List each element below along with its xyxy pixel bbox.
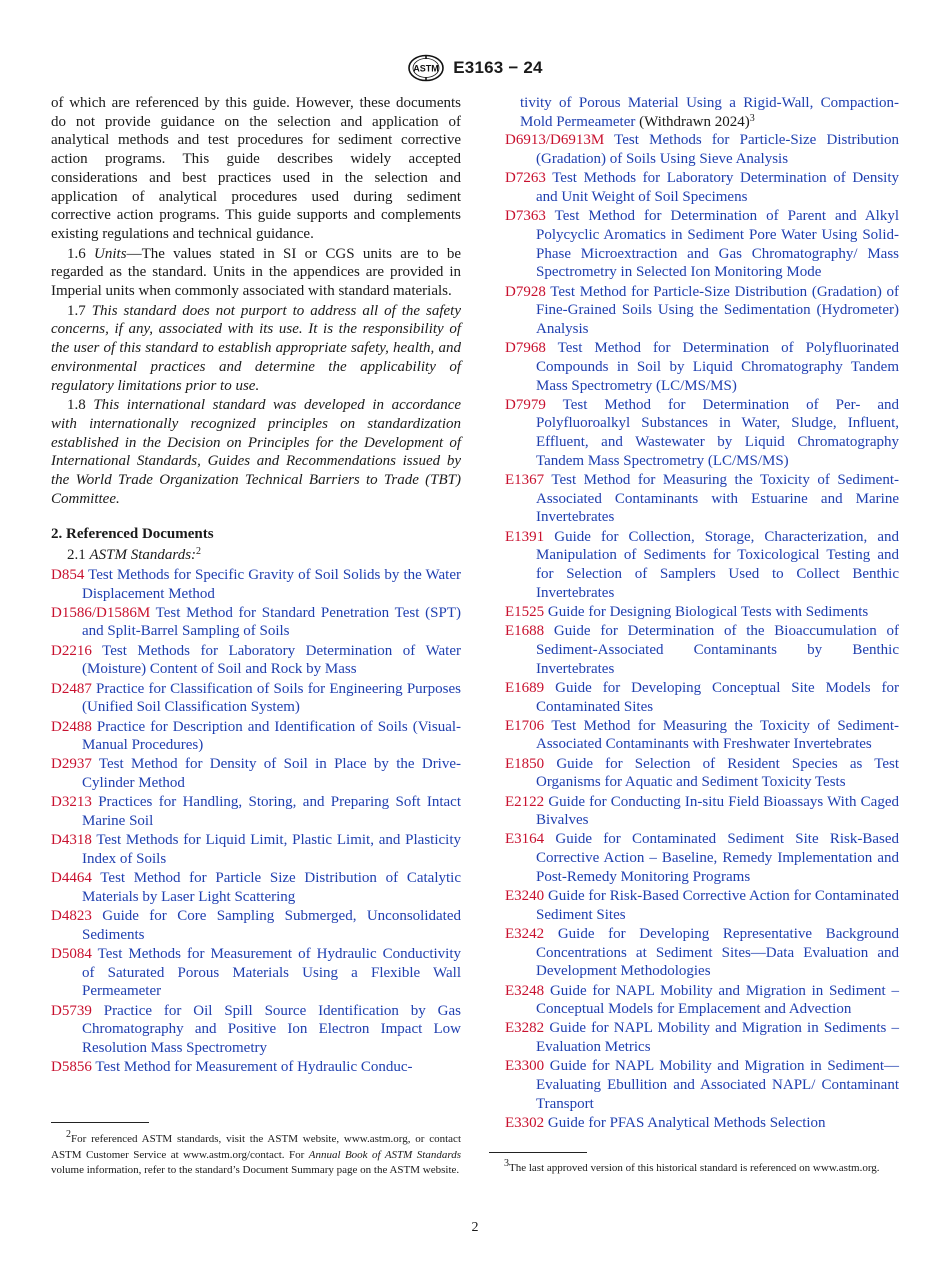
footnote-ref: 3 (749, 112, 755, 124)
reference-title[interactable]: Guide for NAPL Mobility and Migration in Sediments – Evaluation Metrics (536, 1020, 899, 1056)
reference-code[interactable]: E1367 (505, 472, 545, 489)
units-label: Units (94, 245, 127, 262)
reference-item (505, 755, 899, 792)
reference-title[interactable]: Guide for Developing Representative Background Concentrations at Sediment Sites—Data Evaluation and Development Methodologies (536, 925, 900, 980)
reference-item (51, 831, 461, 868)
reference-title[interactable]: Test Methods for Laboratory Determination of Density and Unit Weight of Soil Specimens (536, 170, 900, 206)
reference-code[interactable]: D1586/D1586M (51, 604, 151, 621)
reference-item (505, 679, 899, 716)
reference-code[interactable]: D4823 (51, 908, 92, 925)
reference-item (505, 1019, 899, 1056)
reference-title[interactable]: Guide for Conducting In-situ Field Bioassays With Caged Bivalves (536, 793, 899, 829)
reference-title[interactable]: Practice for Classification of Soils for Engineering Purposes (Unified Soil Classification System) (82, 680, 462, 716)
subsection-label: ASTM Standards: (89, 547, 197, 564)
right-column (505, 94, 899, 1133)
reference-code[interactable]: E3300 (505, 1058, 545, 1075)
reference-item (51, 907, 461, 944)
reference-code[interactable]: E3164 (505, 831, 545, 848)
paragraph-number: 1.8 (67, 397, 86, 414)
reference-code[interactable]: D2937 (51, 756, 92, 773)
reference-title[interactable]: Guide for Risk-Based Corrective Action for Contaminated Sediment Sites (536, 888, 899, 923)
paragraph-1-7 (51, 302, 461, 396)
reference-list (505, 131, 899, 1132)
reference-title[interactable]: Practice for Oil Spill Source Identification by Gas Chromatography and Positive Ion Electron Impact Low Resolution Mass Spectrometry (82, 1002, 462, 1056)
reference-item (51, 1002, 461, 1058)
reference-title[interactable]: Guide for PFAS Analytical Methods Selection (547, 1114, 826, 1131)
reference-item (505, 471, 899, 527)
reference-item (505, 207, 899, 282)
reference-item (51, 680, 461, 717)
reference-code[interactable]: D5084 (51, 945, 92, 962)
footnote-marker: 3 (504, 1158, 509, 1169)
reference-code[interactable]: D5739 (51, 1002, 92, 1019)
reference-item (505, 396, 899, 471)
reference-code[interactable]: E3242 (505, 925, 545, 942)
reference-item (51, 755, 461, 792)
reference-code[interactable]: D3213 (51, 794, 92, 811)
reference-item (505, 1114, 899, 1133)
reference-item (505, 887, 899, 924)
safety-text: This standard does not purport to address all of the safety concerns, if any, associated with its use. It is the responsibility of the user of this standard to establish appropriate safety, health, and environmental practices and determine the applicability of regulatory limitations prior to use. (51, 302, 462, 394)
page-header (0, 53, 950, 83)
reference-title[interactable]: Test Methods for Specific Gravity of Soil Solids by the Water Displacement Method (82, 566, 461, 602)
units-text: —The values stated in SI or CGS units are to be regarded as the standard. Units in the appendices are provided in Imperial units when commonly associated with standard materials. (51, 245, 462, 300)
reference-item (51, 642, 461, 679)
reference-item (505, 925, 899, 981)
reference-title[interactable]: Test Method for Density of Soil in Place by the Drive-Cylinder Method (82, 756, 462, 792)
reference-code[interactable]: D6913/D6913M (505, 132, 605, 149)
reference-code[interactable]: D2488 (51, 718, 92, 735)
reference-item (505, 982, 899, 1019)
reference-title[interactable]: Guide for Core Sampling Submerged, Unconsolidated Sediments (82, 908, 461, 943)
reference-code[interactable]: D7968 (505, 340, 546, 357)
reference-item (505, 603, 899, 622)
reference-code[interactable]: D4318 (51, 832, 92, 849)
reference-item (505, 1057, 899, 1113)
reference-title[interactable]: Test Methods for Measurement of Hydraulic Conductivity of Saturated Porous Materials Using a Flexible Wall Permeameter (82, 945, 461, 1000)
reference-item (505, 622, 899, 678)
reference-code[interactable]: D7928 (505, 283, 546, 300)
footnote-divider (489, 1152, 587, 1153)
reference-item (505, 793, 899, 830)
reference-title[interactable]: Test Method for Measuring the Toxicity of Sediment-Associated Contaminants with Estuarine and Marine Invertebrates (536, 472, 899, 526)
footnote-marker: 2 (66, 1129, 71, 1140)
subsection-heading (67, 546, 461, 565)
reference-code[interactable]: D2487 (51, 680, 92, 697)
footnote-text: For referenced ASTM standards, visit the ASTM website, www.astm.org, or contact ASTM Customer Service at www.astm.org/contact. For (51, 1133, 461, 1161)
footnote-3 (489, 1158, 899, 1177)
reference-code[interactable]: E3240 (505, 888, 545, 905)
paragraph-1-6 (51, 245, 461, 301)
reference-continuation (505, 94, 899, 131)
reference-code[interactable]: D2216 (51, 642, 92, 659)
reference-item (51, 793, 461, 830)
reference-code[interactable]: E1525 (505, 603, 545, 620)
reference-item (51, 718, 461, 755)
footnote-2 (51, 1129, 461, 1179)
reference-code[interactable]: E1689 (505, 679, 545, 696)
reference-title[interactable]: tivity of Porous Material Using a Rigid-Wall, Compaction-Mold Permeameter (520, 95, 899, 130)
reference-code[interactable]: E1706 (505, 717, 545, 734)
footnote-ref: 2 (196, 546, 202, 558)
reference-item (505, 131, 899, 168)
reference-title[interactable]: Test Method for Determination of Polyfluorinated Compounds in Soil by Liquid Chromatography Tandem Mass Spectrometry (LC/MS/MS) (536, 340, 899, 394)
reference-title[interactable]: Test Method for Determination of Per- and Polyfluoroalkyl Substances in Water, Sludge, Influent, Effluent, and Wastewater by Liquid Chromatography Tandem Mass Spectrometry (LC/MS/MS) (536, 396, 899, 469)
reference-title[interactable]: Guide for Designing Biological Tests with Sediments (547, 603, 869, 620)
reference-code[interactable]: E3282 (505, 1020, 545, 1037)
reference-title[interactable]: Guide for Determination of the Bioaccumulation of Sediment-Associated Contaminants by Benthic Invertebrates (536, 623, 899, 677)
reference-title[interactable]: Test Methods for Liquid Limit, Plastic Limit, and Plasticity Index of Soils (82, 832, 462, 867)
reference-list (51, 566, 461, 1077)
svg-text:ASTM: ASTM (413, 63, 440, 74)
reference-code[interactable]: D854 (51, 566, 85, 583)
intro-paragraph: of which are referenced by this guide. However, these documents do not provide guidance on the selection and application of analytical methods and test procedures for sediment corrective action programs. This guide describes widely accepted considerations and best practices used in the selection and application of analytical procedures used during sediment corrective action programs. This guide supports and complements existing regulations and technical guidance. (51, 95, 461, 242)
reference-title[interactable]: Test Methods for Particle-Size Distribution (Gradation) of Soils Using Sieve Analysis (536, 132, 899, 168)
reference-code[interactable]: D7363 (505, 208, 546, 225)
reference-title[interactable]: Test Method for Particle-Size Distribution (Gradation) of Fine-Grained Soils Using the Sedimentation (Hydrometer) Analysis (536, 283, 900, 337)
footnote-text: The last approved version of this historical standard is referenced on www.astm.org. (509, 1162, 880, 1174)
reference-title[interactable]: Practices for Handling, Storing, and Preparing Soft Intact Marine Soil (82, 794, 461, 830)
reference-title[interactable]: Guide for Contaminated Sediment Site Risk-Based Corrective Action – Baseline, Remedy Implementation and Post-Remedy Monitoring Programs (536, 831, 899, 885)
astm-logo-icon (407, 54, 445, 82)
document-number: E3163 − 24 (453, 58, 543, 77)
footnote-text-end: volume information, refer to the standard’s Document Summary page on the ASTM website. (51, 1164, 460, 1176)
reference-code[interactable]: E1391 (505, 528, 545, 545)
reference-item (51, 604, 461, 641)
reference-item (505, 830, 899, 886)
subsection-number: 2.1 (67, 547, 86, 564)
reference-title[interactable]: Test Method for Determination of Parent and Alkyl Polycyclic Aromatics in Sediment Pore Water Using Solid-Phase Microextraction and Gas Chromatography/ Mass Spectrometry in Selected Ion Monitoring Mode (536, 208, 899, 281)
reference-title[interactable]: Guide for Developing Conceptual Site Models for Contaminated Sites (536, 679, 899, 715)
reference-code[interactable]: E1850 (505, 755, 545, 772)
paragraph-number: 1.7 (67, 302, 86, 319)
withdrawn-note: (Withdrawn 2024) (635, 113, 750, 130)
reference-title[interactable]: Test Methods for Laboratory Determination of Water (Moisture) Content of Soil and Rock by Mass (82, 642, 461, 678)
reference-code[interactable]: E3302 (505, 1114, 545, 1131)
reference-item (51, 945, 461, 1001)
paragraph-number: 1.6 (67, 245, 86, 262)
reference-code[interactable]: D7979 (505, 396, 546, 413)
paragraph-1-8 (51, 396, 461, 508)
section-heading: 2. Referenced Documents (51, 526, 214, 543)
reference-title[interactable]: Guide for NAPL Mobility and Migration in Sediment— Evaluating Ebullition and Associated NAPL/ Contaminant Transport (536, 1058, 900, 1112)
reference-code[interactable]: D5856 (51, 1059, 92, 1076)
international-standard-text: This international standard was developed in accordance with internationally recognized principles on standardization established in the Decision on Principles for the Development of International Standards, Guides and Recommendations issued by the World Trade Organization Technical Barriers to Trade (TBT) Committee. (51, 397, 462, 507)
reference-code[interactable]: D4464 (51, 870, 92, 887)
reference-title[interactable]: Test Method for Measuring the Toxicity of Sediment-Associated Contaminants with Freshwater Invertebrates (536, 717, 899, 753)
reference-item (505, 283, 899, 339)
reference-title[interactable]: Guide for NAPL Mobility and Migration in Sediment – Conceptual Models for Emplacement and Advection (536, 982, 900, 1018)
reference-title[interactable]: Test Method for Standard Penetration Test (SPT) and Split-Barrel Sampling of Soils (82, 604, 461, 640)
left-column (51, 94, 461, 1077)
reference-item (505, 528, 899, 603)
footnote-divider (51, 1122, 149, 1123)
reference-title[interactable]: Guide for Selection of Resident Species as Test Organisms for Aquatic and Sediment Toxicity Tests (536, 755, 900, 791)
reference-item (51, 869, 461, 906)
page-number: 2 (471, 1220, 479, 1235)
reference-item (51, 566, 461, 603)
footnote-book-title: Annual Book of ASTM Standards (308, 1148, 461, 1161)
reference-item (505, 339, 899, 395)
reference-item (505, 169, 899, 206)
reference-title[interactable]: Practice for Description and Identification of Soils (Visual-Manual Procedures) (82, 718, 462, 754)
reference-title[interactable]: Test Method for Particle Size Distribution of Catalytic Materials by Laser Light Scattering (82, 870, 462, 905)
reference-title[interactable]: Test Method for Measurement of Hydraulic Conduc- (95, 1059, 413, 1076)
reference-code[interactable]: E1688 (505, 623, 545, 640)
reference-code[interactable]: E2122 (505, 793, 545, 810)
reference-code[interactable]: E3248 (505, 982, 545, 999)
reference-title[interactable]: Guide for Collection, Storage, Characterization, and Manipulation of Sediments for Toxicological Testing and for Selection of Samplers Used to Collect Benthic Invertebrates (536, 528, 899, 601)
reference-code[interactable]: D7263 (505, 170, 546, 187)
reference-item (51, 1058, 461, 1077)
reference-item (505, 717, 899, 754)
